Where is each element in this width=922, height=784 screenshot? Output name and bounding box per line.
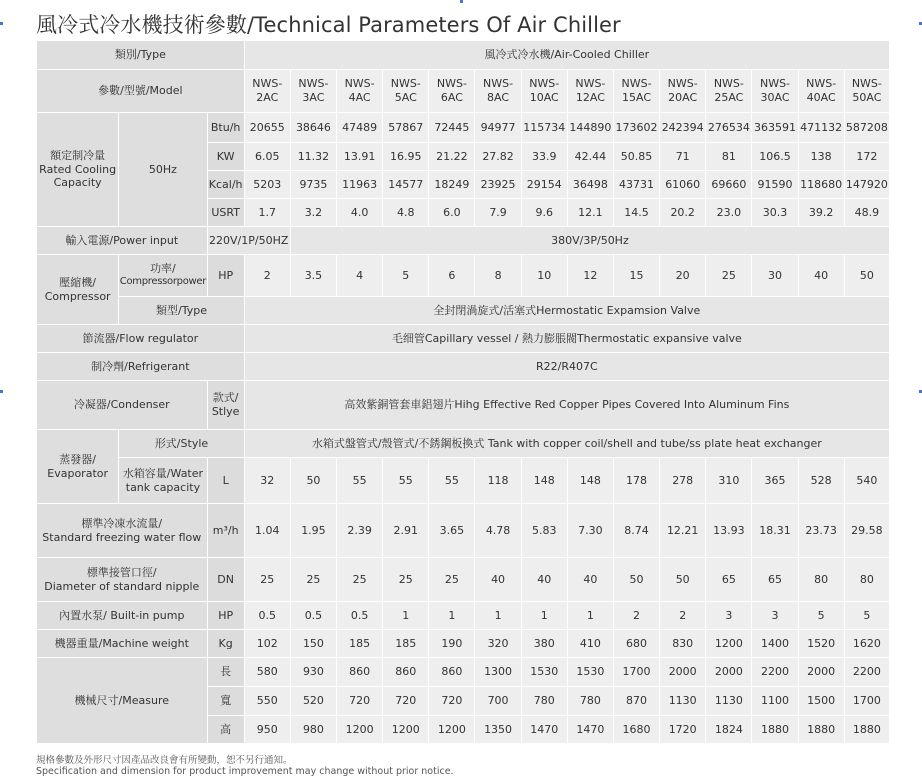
value-cell: 1530 xyxy=(521,658,567,687)
cooling-label-en1: Rated Cooling xyxy=(39,162,117,176)
unit-cell: HP xyxy=(207,602,244,630)
value-cell: 1130 xyxy=(706,687,752,716)
value-cell: 55 xyxy=(337,458,383,504)
value-cell: 242394 xyxy=(660,113,706,143)
value-cell: 520 xyxy=(290,687,336,716)
value-cell: 115734 xyxy=(521,113,567,143)
value-cell: 540 xyxy=(844,458,889,504)
value-cell: 6 xyxy=(429,255,475,297)
value-cell: 1 xyxy=(429,602,475,630)
value-cell: 1470 xyxy=(521,716,567,744)
unit-cell: DN xyxy=(207,558,244,602)
value-cell: 1880 xyxy=(844,716,889,744)
nipple-diameter-row xyxy=(37,558,890,602)
value-cell: 72445 xyxy=(429,113,475,143)
value-cell: 320 xyxy=(475,630,521,658)
value-cell: 8.74 xyxy=(613,504,659,558)
model-cell xyxy=(660,70,706,113)
value-cell: 1824 xyxy=(706,716,752,744)
model-name: NWS- 6AC xyxy=(436,76,467,104)
value-cell: 29.58 xyxy=(844,504,889,558)
model-name: NWS- 5AC xyxy=(390,76,421,104)
value-cell: 50 xyxy=(290,458,336,504)
value-cell: 1880 xyxy=(798,716,844,744)
refrigerant-value: R22/R407C xyxy=(244,353,889,381)
model-name: NWS- 50AC xyxy=(851,76,882,104)
value-cell: 4.0 xyxy=(337,199,383,227)
value-cell: 190 xyxy=(429,630,475,658)
spec-table xyxy=(36,40,890,744)
value-cell: 700 xyxy=(475,687,521,716)
value-cell: 50.85 xyxy=(613,143,659,171)
value-cell: 1 xyxy=(475,602,521,630)
value-cell: 20655 xyxy=(244,113,290,143)
corner-mark xyxy=(0,390,3,393)
value-cell: 11.32 xyxy=(290,143,336,171)
value-cell: 40 xyxy=(521,558,567,602)
value-cell: 3.5 xyxy=(290,255,336,297)
value-cell: 870 xyxy=(613,687,659,716)
value-cell: 20.2 xyxy=(660,199,706,227)
flow-regulator-label: 節流器/Flow regulator xyxy=(37,325,245,353)
unit-cell: 長 xyxy=(207,658,244,687)
model-cell xyxy=(844,70,889,113)
power-input-row xyxy=(37,227,890,255)
value-cell: 55 xyxy=(429,458,475,504)
value-cell: 860 xyxy=(383,658,429,687)
value-cell: 0.5 xyxy=(290,602,336,630)
value-cell: 2200 xyxy=(844,658,889,687)
value-cell: 25 xyxy=(706,255,752,297)
value-cell: 40 xyxy=(475,558,521,602)
value-cell: 10 xyxy=(521,255,567,297)
value-cell: 380 xyxy=(521,630,567,658)
value-cell: 860 xyxy=(429,658,475,687)
cooling-label-en2: Capacity xyxy=(53,176,102,190)
value-cell: 55 xyxy=(383,458,429,504)
value-cell: 94977 xyxy=(475,113,521,143)
tank-capacity-label-1: 水箱容量/Water xyxy=(122,466,204,480)
model-row xyxy=(37,70,890,113)
value-cell: 81 xyxy=(706,143,752,171)
value-cell: 80 xyxy=(844,558,889,602)
condenser-row xyxy=(37,381,890,430)
value-cell: 0.5 xyxy=(244,602,290,630)
model-name: NWS- 40AC xyxy=(806,76,837,104)
machine-weight-row xyxy=(37,630,890,658)
value-cell: 2200 xyxy=(752,658,798,687)
value-cell: 30.3 xyxy=(752,199,798,227)
value-cell: 106.5 xyxy=(752,143,798,171)
evaporator-label-cn: 蒸發器/ xyxy=(59,452,96,466)
value-cell: 23925 xyxy=(475,171,521,199)
value-cell: 40 xyxy=(567,558,613,602)
evaporator-style-label: 形式/Style xyxy=(119,430,244,458)
built-in-pump-label: 內置水泵/ Built-in pump xyxy=(37,602,208,630)
value-cell: 1530 xyxy=(567,658,613,687)
value-cell: 185 xyxy=(337,630,383,658)
value-cell: 9.6 xyxy=(521,199,567,227)
type-row xyxy=(37,41,890,70)
value-cell: 276534 xyxy=(706,113,752,143)
tank-capacity-row xyxy=(37,458,890,504)
value-cell: 550 xyxy=(244,687,290,716)
cooling-label xyxy=(37,113,119,227)
value-cell: 50 xyxy=(844,255,889,297)
value-cell: 91590 xyxy=(752,171,798,199)
value-cell: 3.65 xyxy=(429,504,475,558)
model-cell xyxy=(752,70,798,113)
compressor-power-label-en: Compressorpower xyxy=(119,276,207,288)
unit-cell: Btu/h xyxy=(207,113,244,143)
value-cell: 310 xyxy=(706,458,752,504)
value-cell: 25 xyxy=(337,558,383,602)
value-cell: 5 xyxy=(383,255,429,297)
value-cell: 48.9 xyxy=(844,199,889,227)
value-cell: 12.1 xyxy=(567,199,613,227)
value-cell: 720 xyxy=(429,687,475,716)
value-cell: 185 xyxy=(383,630,429,658)
model-cell xyxy=(290,70,336,113)
value-cell: 23.73 xyxy=(798,504,844,558)
condenser-value: 高效紫銅管套車鋁翅片Hihg Effective Red Copper Pipes Covered Into Aluminum Fins xyxy=(244,381,889,430)
measure-label: 機械尺寸/Measure xyxy=(37,658,208,744)
flow-regulator-value: 毛细管Capillary vessel / 熱力膨脹閥Thermostatic expansive valve xyxy=(244,325,889,353)
model-cell xyxy=(383,70,429,113)
value-cell: 1130 xyxy=(660,687,706,716)
value-cell: 1470 xyxy=(567,716,613,744)
model-cell xyxy=(475,70,521,113)
model-name: NWS- 2AC xyxy=(252,76,283,104)
value-cell: 950 xyxy=(244,716,290,744)
value-cell: 720 xyxy=(383,687,429,716)
value-cell: 40 xyxy=(798,255,844,297)
value-cell: 528 xyxy=(798,458,844,504)
value-cell: 15 xyxy=(613,255,659,297)
cooling-row-btu xyxy=(37,113,890,143)
value-cell: 6.05 xyxy=(244,143,290,171)
value-cell: 12.21 xyxy=(660,504,706,558)
value-cell: 1500 xyxy=(798,687,844,716)
value-cell: 16.95 xyxy=(383,143,429,171)
value-cell: 30 xyxy=(752,255,798,297)
value-cell: 1300 xyxy=(475,658,521,687)
value-cell: 830 xyxy=(660,630,706,658)
model-name: NWS- 25AC xyxy=(713,76,744,104)
model-name: NWS- 8AC xyxy=(483,76,514,104)
value-cell: 471132 xyxy=(798,113,844,143)
value-cell: 1 xyxy=(521,602,567,630)
value-cell: 178 xyxy=(613,458,659,504)
model-name: NWS- 12AC xyxy=(575,76,606,104)
type-value: 風冷式冷水機/Air-Cooled Chiller xyxy=(244,41,889,70)
value-cell: 13.91 xyxy=(337,143,383,171)
value-cell: 50 xyxy=(613,558,659,602)
value-cell: 25 xyxy=(429,558,475,602)
value-cell: 5 xyxy=(844,602,889,630)
value-cell: 65 xyxy=(752,558,798,602)
value-cell: 7.9 xyxy=(475,199,521,227)
value-cell: 1.95 xyxy=(290,504,336,558)
value-cell: 144890 xyxy=(567,113,613,143)
model-cell xyxy=(244,70,290,113)
model-name: NWS- 4AC xyxy=(344,76,375,104)
cooling-label-cn: 額定制冷量 xyxy=(50,148,106,162)
evaporator-label xyxy=(37,430,119,504)
refrigerant-label: 制冷劑/Refrigerant xyxy=(37,353,245,381)
value-cell: 365 xyxy=(752,458,798,504)
condenser-style-en: Stlye xyxy=(211,405,240,418)
nipple-diameter-label-cn: 標準接管口徑/ xyxy=(86,565,157,579)
power-input-single-phase: 220V/1P/50HZ xyxy=(207,227,290,255)
value-cell: 1520 xyxy=(798,630,844,658)
value-cell: 4.78 xyxy=(475,504,521,558)
value-cell: 720 xyxy=(337,687,383,716)
value-cell: 780 xyxy=(567,687,613,716)
model-name: NWS- 20AC xyxy=(667,76,698,104)
value-cell: 1.04 xyxy=(244,504,290,558)
model-cell xyxy=(429,70,475,113)
tank-capacity-label xyxy=(119,458,207,504)
value-cell: 50 xyxy=(660,558,706,602)
value-cell: 102 xyxy=(244,630,290,658)
value-cell: 65 xyxy=(706,558,752,602)
compressor-type-label: 類型/Type xyxy=(119,297,244,325)
unit-cell: 高 xyxy=(207,716,244,744)
value-cell: 14.5 xyxy=(613,199,659,227)
value-cell: 14577 xyxy=(383,171,429,199)
value-cell: 20 xyxy=(660,255,706,297)
value-cell: 1200 xyxy=(706,630,752,658)
power-input-label: 輸入電源/Power input xyxy=(37,227,208,255)
value-cell: 150 xyxy=(290,630,336,658)
value-cell: 39.2 xyxy=(798,199,844,227)
value-cell: 12 xyxy=(567,255,613,297)
value-cell: 61060 xyxy=(660,171,706,199)
condenser-style-label xyxy=(207,381,244,430)
value-cell: 580 xyxy=(244,658,290,687)
value-cell: 18249 xyxy=(429,171,475,199)
water-flow-label-cn: 標準冷凍水流量/ xyxy=(81,516,163,530)
machine-weight-label: 機器重量/Machine weight xyxy=(37,630,208,658)
compressor-label xyxy=(37,255,119,325)
value-cell: 1100 xyxy=(752,687,798,716)
value-cell: 27.82 xyxy=(475,143,521,171)
value-cell: 25 xyxy=(290,558,336,602)
value-cell: 23.0 xyxy=(706,199,752,227)
value-cell: 278 xyxy=(660,458,706,504)
unit-cell: 寬 xyxy=(207,687,244,716)
value-cell: 1680 xyxy=(613,716,659,744)
model-name: NWS- 15AC xyxy=(621,76,652,104)
value-cell: 410 xyxy=(567,630,613,658)
compressor-power-label xyxy=(119,255,207,297)
value-cell: 11963 xyxy=(337,171,383,199)
value-cell: 2000 xyxy=(798,658,844,687)
value-cell: 147920 xyxy=(844,171,889,199)
value-cell: 2.39 xyxy=(337,504,383,558)
value-cell: 148 xyxy=(521,458,567,504)
value-cell: 980 xyxy=(290,716,336,744)
value-cell: 2 xyxy=(244,255,290,297)
value-cell: 1880 xyxy=(752,716,798,744)
value-cell: 1620 xyxy=(844,630,889,658)
value-cell: 1 xyxy=(567,602,613,630)
model-name: NWS- 3AC xyxy=(298,76,329,104)
value-cell: 780 xyxy=(521,687,567,716)
value-cell: 118 xyxy=(475,458,521,504)
corner-mark xyxy=(0,22,3,25)
page-title: 風冷式冷水機技術參數/Technical Parameters Of Air Chiller xyxy=(36,13,621,37)
value-cell: 9735 xyxy=(290,171,336,199)
value-cell: 860 xyxy=(337,658,383,687)
cooling-freq: 50Hz xyxy=(119,113,207,227)
unit-cell: m³/h xyxy=(207,504,244,558)
footnote-cn: 規格參數及外形尺寸因產品改良會有所變動，恕不另行通知。 xyxy=(36,755,293,766)
unit-cell: HP xyxy=(207,255,244,297)
value-cell: 29154 xyxy=(521,171,567,199)
evaporator-style-row xyxy=(37,430,890,458)
value-cell: 43731 xyxy=(613,171,659,199)
unit-cell: L xyxy=(207,458,244,504)
value-cell: 2 xyxy=(613,602,659,630)
built-in-pump-row xyxy=(37,602,890,630)
value-cell: 33.9 xyxy=(521,143,567,171)
unit-cell: KW xyxy=(207,143,244,171)
value-cell: 363591 xyxy=(752,113,798,143)
value-cell: 1200 xyxy=(383,716,429,744)
value-cell: 8 xyxy=(475,255,521,297)
value-cell: 80 xyxy=(798,558,844,602)
value-cell: 1700 xyxy=(613,658,659,687)
value-cell: 3.2 xyxy=(290,199,336,227)
water-flow-row xyxy=(37,504,890,558)
compressor-type-value: 全封閉渦旋式/活塞式Hermostatic Expamsion Valve xyxy=(244,297,889,325)
value-cell: 2.91 xyxy=(383,504,429,558)
water-flow-label-en: Standard freezing water flow xyxy=(42,530,202,544)
compressor-power-label-cn: 功率/ xyxy=(150,262,176,276)
value-cell: 5203 xyxy=(244,171,290,199)
value-cell: 148 xyxy=(567,458,613,504)
value-cell: 172 xyxy=(844,143,889,171)
value-cell: 118680 xyxy=(798,171,844,199)
value-cell: 1400 xyxy=(752,630,798,658)
value-cell: 36498 xyxy=(567,171,613,199)
value-cell: 930 xyxy=(290,658,336,687)
evaporator-style-value: 水箱式盤管式/殼管式/不銹鋼板換式 Tank with copper coil/shell and tube/ss plate heat exchanger xyxy=(244,430,889,458)
model-cell xyxy=(613,70,659,113)
model-label: 參數/型號/Model xyxy=(37,70,245,113)
tank-capacity-label-2: tank capacity xyxy=(125,480,201,494)
compressor-label-cn: 壓縮機/ xyxy=(59,275,96,289)
value-cell: 2000 xyxy=(660,658,706,687)
value-cell: 3 xyxy=(752,602,798,630)
refrigerant-row xyxy=(37,353,890,381)
value-cell: 38646 xyxy=(290,113,336,143)
value-cell: 57867 xyxy=(383,113,429,143)
value-cell: 1720 xyxy=(660,716,706,744)
value-cell: 2 xyxy=(660,602,706,630)
value-cell: 1 xyxy=(383,602,429,630)
nipple-diameter-label xyxy=(37,558,208,602)
condenser-label: 冷凝器/Condenser xyxy=(37,381,208,430)
value-cell: 1350 xyxy=(475,716,521,744)
model-name: NWS- 30AC xyxy=(759,76,791,104)
value-cell: 47489 xyxy=(337,113,383,143)
value-cell: 5 xyxy=(798,602,844,630)
value-cell: 5.83 xyxy=(521,504,567,558)
condenser-style-cn: 款式/ xyxy=(212,391,239,405)
model-cell xyxy=(567,70,613,113)
value-cell: 3 xyxy=(706,602,752,630)
value-cell: 4.8 xyxy=(383,199,429,227)
unit-cell: Kg xyxy=(207,630,244,658)
model-name: NWS- 10AC xyxy=(529,76,560,104)
unit-cell: Kcal/h xyxy=(207,171,244,199)
value-cell: 173602 xyxy=(613,113,659,143)
value-cell: 18.31 xyxy=(752,504,798,558)
value-cell: 1.7 xyxy=(244,199,290,227)
value-cell: 587208 xyxy=(844,113,889,143)
value-cell: 71 xyxy=(660,143,706,171)
value-cell: 6.0 xyxy=(429,199,475,227)
value-cell: 1700 xyxy=(844,687,889,716)
model-cell xyxy=(521,70,567,113)
nipple-diameter-label-en: Diameter of standard nipple xyxy=(44,579,200,593)
type-label: 類別/Type xyxy=(37,41,245,70)
corner-mark xyxy=(460,0,463,3)
value-cell: 32 xyxy=(244,458,290,504)
value-cell: 25 xyxy=(244,558,290,602)
value-cell: 7.30 xyxy=(567,504,613,558)
compressor-label-en: Compressor xyxy=(44,289,111,303)
footnote-en: Specification and dimension for product improvement may change without prior notice. xyxy=(36,766,454,777)
value-cell: 42.44 xyxy=(567,143,613,171)
measure-length-row xyxy=(37,658,890,687)
value-cell: 2000 xyxy=(706,658,752,687)
value-cell: 680 xyxy=(613,630,659,658)
value-cell: 69660 xyxy=(706,171,752,199)
value-cell: 21.22 xyxy=(429,143,475,171)
compressor-power-row xyxy=(37,255,890,297)
value-cell: 1200 xyxy=(337,716,383,744)
unit-cell: USRT xyxy=(207,199,244,227)
power-input-three-phase: 380V/3P/50Hz xyxy=(290,227,889,255)
flow-regulator-row xyxy=(37,325,890,353)
value-cell: 13.93 xyxy=(706,504,752,558)
value-cell: 0.5 xyxy=(337,602,383,630)
compressor-type-row xyxy=(37,297,890,325)
water-flow-label xyxy=(37,504,208,558)
value-cell: 1200 xyxy=(429,716,475,744)
value-cell: 4 xyxy=(337,255,383,297)
value-cell: 25 xyxy=(383,558,429,602)
value-cell: 138 xyxy=(798,143,844,171)
model-cell xyxy=(337,70,383,113)
model-cell xyxy=(706,70,752,113)
evaporator-label-en: Evaporator xyxy=(47,466,109,480)
model-cell xyxy=(798,70,844,113)
